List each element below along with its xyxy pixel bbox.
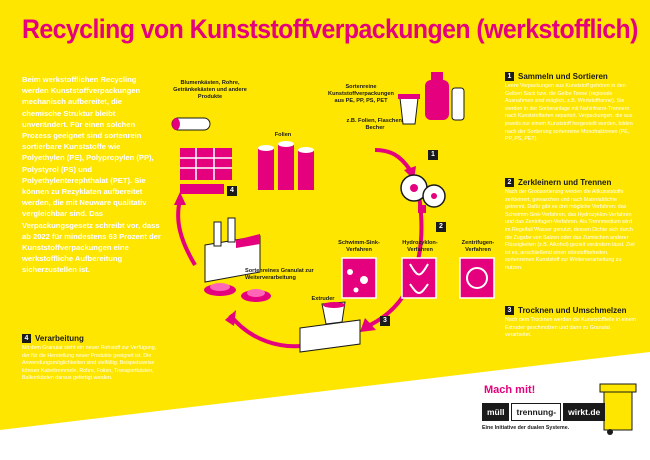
intro-text: Beim werkstofflichen Recycling werden Kunststoffverpackungen mechanisch aufbereitet, die chemische Struktur bleibt unverändert. Für einen solchen Prozess geeignet sind sortenrein sortierbare Kunststoffe wie Polyethylen (PE), Polypropylen (PP), Polystyrol (PS) und Polyethylenterephthalat (PET). Sie können zu Rezyklaten aufbereitet werden, die mit Neuware qualitativ vergleichbar sind. Das Verpackungsgesetz schreibt vor, dass ab 2022 für mindestens 63 Prozent der Kunststoffverpackungen eine werkstoffliche Aufbereitung sicherzustellen ist.	[22, 75, 161, 275]
logo-part-muell: müll	[482, 403, 509, 421]
label-extruder: Extruder	[311, 296, 335, 302]
granulate-pile-icon	[204, 283, 271, 302]
label-folien: Folien	[274, 132, 292, 138]
label-hydro: Hydrozyklon-Verfahren	[402, 240, 438, 253]
crate-icon	[180, 184, 224, 194]
step-number: 1	[505, 72, 514, 81]
diagram-step-1: 1	[428, 150, 438, 160]
step-title: Sammeln und Sortieren	[518, 71, 608, 81]
diagram-step-4: 4	[227, 186, 237, 196]
mach-mit-text: Mach mit!	[484, 384, 536, 396]
step-2-section	[505, 178, 637, 273]
label-sorted-plastics: Sortenreine Kunststoffverpackungen aus PE, PP, PS, PET	[328, 84, 394, 104]
diagram-step-2: 2	[436, 222, 446, 232]
film-rolls-icon	[258, 141, 314, 190]
shredder-gears-icon	[401, 175, 445, 213]
logo-part-trennung: trennung-	[511, 403, 561, 421]
step-text: Nach dem Trocknen werden die Kunststoffteile in einem Extruder geschmolzen und dann zu Granulat verarbeitet.	[505, 317, 636, 339]
step-4-section	[22, 334, 157, 383]
extruder-icon	[300, 302, 360, 352]
step-title: Zerkleinern und Trennen	[518, 177, 612, 187]
label-examples: z.B. Folien, Flaschen, Becher	[346, 118, 404, 131]
label-schwimm: Schwimm-Sink-Verfahren	[338, 240, 380, 253]
initiative-text: Eine Initiative der dualen Systeme.	[482, 425, 570, 431]
step-title: Verarbeitung	[35, 333, 84, 343]
step-1-section	[505, 72, 637, 144]
step-text: Mit dem Granulat steht ein neuer Rohstoff zur Verfügung, der für die Herstellung neuer Produkte geeignet ist. Die Anwendungsmöglichkeiten sind vielfältig. Beispielsweise können Kabeltrommeln, Rohre, Folien, Transportkästen, Balkonkästen daraus gefertigt werden.	[22, 345, 157, 382]
step-text: Leere Verpackungen aus Kunststoff gehören in den Gelben Sack bzw. die Gelbe Tonne (regionale Ausnahmen sind möglich, z.B. Wertstofftonne). Sie werden in der Sortieranlage mit Nahinfrarot-Trennern nach Kunststoffarten separiert. Verpackungen, die aus jeweils nur einem Kunststoff hergestellt wurden, bilden nach der Sortierung sortenreine Monofraktionen (PE, PP, PS, PET).	[505, 83, 633, 143]
bottle-icon	[425, 72, 449, 120]
diagram-step-3: 3	[380, 316, 390, 326]
pipe-roll-icon	[172, 118, 210, 130]
label-products: Blumenkästen, Rohre, Getränkekästen und andere Produkte	[173, 80, 247, 100]
logo-part-wirkt: wirkt.de	[563, 403, 605, 421]
step-number: 3	[505, 306, 514, 315]
page-title: Recycling von Kunststoffverpackungen (werkstofflich)	[22, 14, 638, 44]
bottle-icon	[452, 88, 464, 120]
step-number: 4	[22, 334, 31, 343]
brand-logo[interactable]	[482, 403, 607, 421]
label-zentri: Zentrifugen-Verfahren	[461, 240, 495, 253]
separation-images	[342, 258, 494, 298]
step-title: Trocknen und Umschmelzen	[518, 305, 627, 315]
step-text: Nach der Grobsortierung werden die Altkunststoffe zerkleinert, gewaschen und nach Materialdichte getrennt. Dafür gibt es drei mögliche Verfahren: das Schwimm-Sink-Verfahren, das Hydrozyklon-Verfahren und das Zentrifugen-Verfahren. Als Trennmedium wird im Regelfall Wasser genutzt, dessen Dichte sich durch die Zugabe von Salzen oder das Zumischen anderer Flüssigkeiten (z.B. Alkohol) gezielt verändern lässt. Ziel ist es, anschließend einen störstoffbefreiten, sortenreinen Kunststoff zur Weiterverarbeitung zu nutzen.	[505, 189, 635, 271]
step-number: 2	[505, 178, 514, 187]
crate-icon	[180, 148, 232, 180]
step-3-section	[505, 306, 637, 340]
label-granulat: Sortenreines Granulat zur Weiterverarbeitung	[245, 268, 314, 281]
